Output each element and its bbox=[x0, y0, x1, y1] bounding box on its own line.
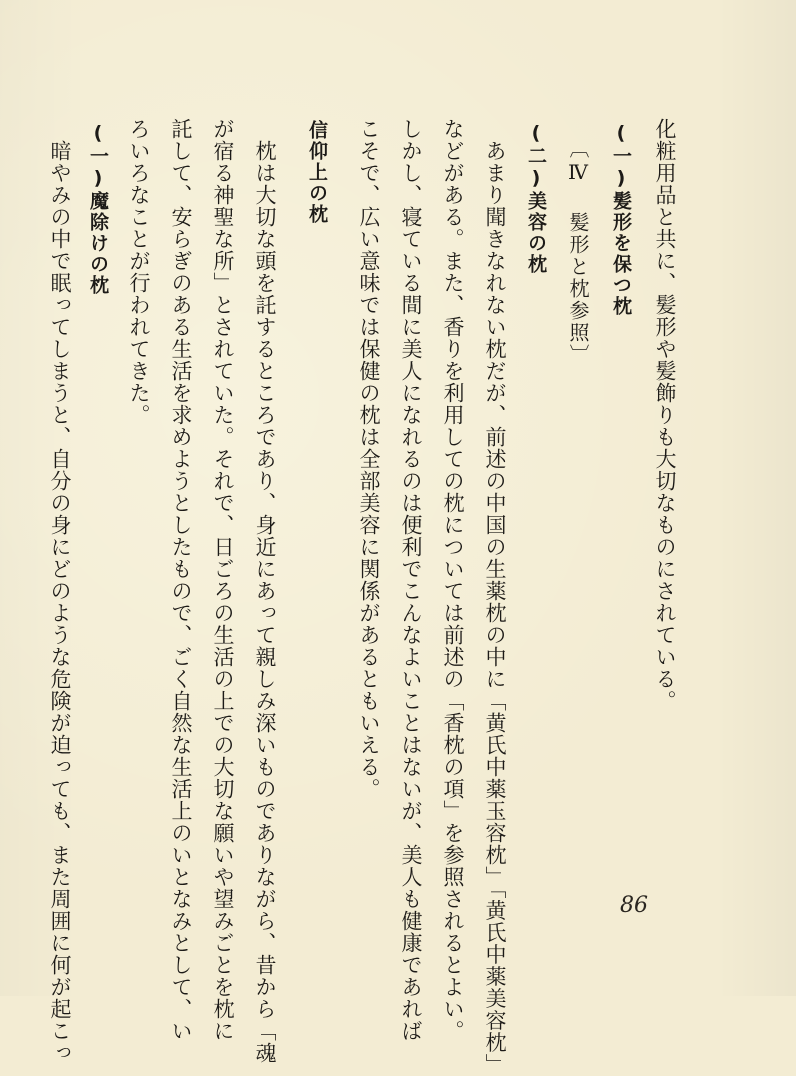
subheading-beauty-pillow: (二)美容の枕 bbox=[525, 122, 547, 275]
body-text-column: 託して、安らぎのある生活を求めようとしたもので、ごく自然な生活上のいとなみとして、い bbox=[169, 118, 193, 1042]
subheading-amulet-pillow: (一)魔除けの枕 bbox=[87, 122, 109, 296]
body-text-column: などがある。また、香りを利用しての枕については前述の「香枕の項」を参照されるとよい。 bbox=[441, 118, 465, 1042]
body-text-column: ろいろなことが行われてきた。 bbox=[127, 118, 151, 426]
cross-reference-note: 〔Ⅳ 髪形と枕参照〕 bbox=[566, 138, 590, 366]
page-number: 86 bbox=[620, 893, 648, 918]
subheading-hair-pillow: (一)髪形を保つ枕 bbox=[610, 122, 632, 317]
body-text-column: 化粧用品と共に、髪形や髪飾りも大切なものにされている。 bbox=[653, 118, 677, 712]
body-text-column: こそで、広い意味では保健の枕は全部美容に関係があるともいえる。 bbox=[357, 118, 381, 800]
body-text-column: が宿る神聖な所」とされていた。それで、日ごろの生活の上での大切な願いや望みごとを枕に bbox=[211, 118, 235, 1042]
section-heading-faith-pillow: 信仰上の枕 bbox=[306, 120, 328, 225]
body-text-column: しかし、寝ている間に美人になれるのは便利でこんなよいことはないが、美人も健康であれば bbox=[399, 118, 423, 1042]
body-text-column: 暗やみの中で眠ってしまうと、自分の身にどのような危険が迫っても、また周囲に何が起こっ bbox=[48, 140, 72, 1064]
body-text-column: あまり聞きなれない枕だが、前述の中国の生薬枕の中に「黄氏中薬玉容枕」「黄氏中薬美容枕」 bbox=[483, 140, 507, 1076]
body-text-column: 枕は大切な頭を託するところであり、身近にあって親しみ深いものでありながら、昔から「魂 bbox=[253, 140, 277, 1064]
